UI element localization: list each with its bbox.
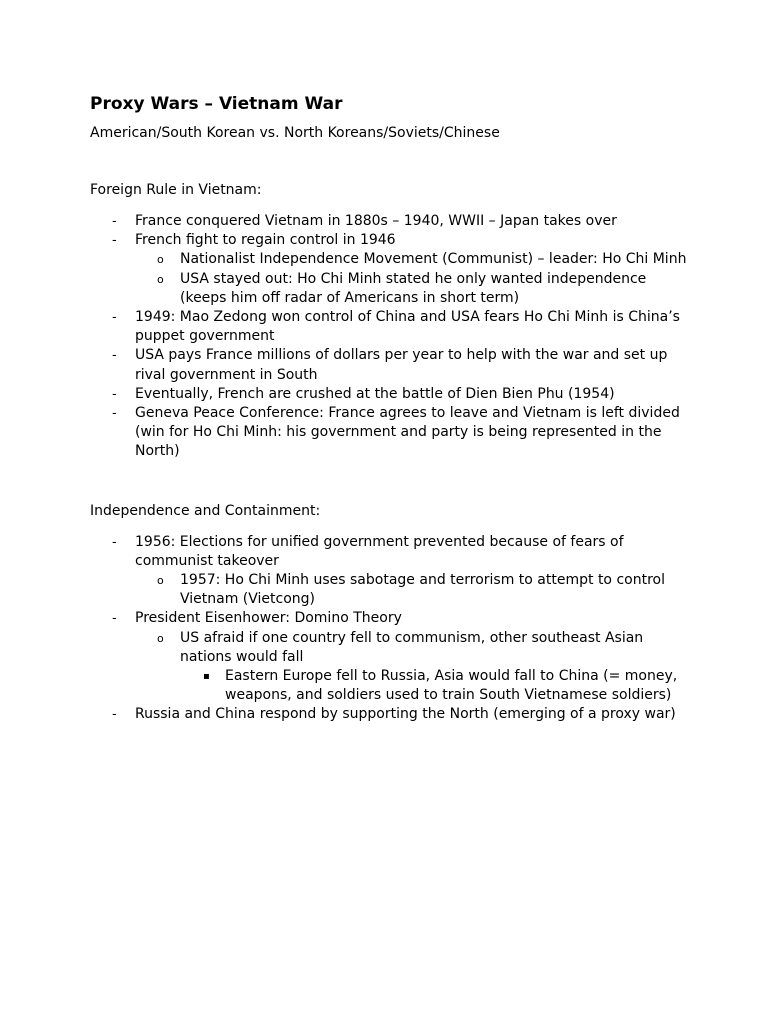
dash-bullet: - — [112, 233, 117, 249]
section-heading-foreign-rule: Foreign Rule in Vietnam: — [90, 182, 262, 198]
square-bullet: ▪ — [203, 671, 210, 683]
list-item-text: French fight to regain control in 1946 — [135, 232, 396, 249]
list-item — [90, 705, 690, 724]
sub-bullet-list — [135, 250, 690, 308]
dash-bullet: - — [112, 534, 117, 550]
list-item-text: Russia and China respond by supporting the North (emerging of a proxy war) — [135, 706, 676, 723]
document-subtitle: American/South Korean vs. North Koreans/Soviets/Chinese — [90, 125, 500, 141]
dash-bullet: - — [112, 310, 117, 326]
bullet-list — [90, 533, 690, 725]
list-item — [90, 231, 690, 308]
list-item-text: 1956: Elections for unified government prevented because of fears of communist takeover — [135, 533, 624, 569]
bullet-list — [90, 212, 690, 462]
list-item — [180, 667, 690, 705]
sub-sub-bullet-list — [180, 667, 690, 705]
list-item-text: USA pays France millions of dollars per year to help with the war and set up rival government in South — [135, 347, 668, 383]
list-item — [90, 533, 690, 610]
list-item-text: France conquered Vietnam in 1880s – 1940, WWII – Japan takes over — [135, 213, 617, 229]
list-item — [90, 385, 690, 404]
dash-bullet: - — [112, 406, 117, 422]
list-item — [135, 629, 690, 706]
dash-bullet: - — [112, 214, 117, 229]
list-item-text: Eastern Europe fell to Russia, Asia would fall to China (= money, weapons, and soldiers used to train South Vietnamese soldiers) — [225, 668, 678, 704]
list-item — [90, 308, 690, 346]
list-item-text: Geneva Peace Conference: France agrees to leave and Vietnam is left divided (win for Ho Chi Minh: his government and party is being represented in the North) — [135, 405, 680, 460]
circle-bullet: o — [157, 272, 164, 286]
document-page — [90, 92, 690, 725]
sub-bullet-list — [135, 571, 690, 609]
dash-bullet: - — [112, 348, 117, 364]
circle-bullet: o — [157, 574, 164, 588]
circle-bullet: o — [157, 253, 164, 267]
list-item — [135, 270, 690, 308]
list-item — [135, 250, 690, 269]
list-item — [90, 609, 690, 705]
dash-bullet: - — [112, 707, 117, 723]
list-item — [90, 404, 690, 462]
dash-bullet: - — [112, 611, 117, 627]
list-item-text: US afraid if one country fell to communism, other southeast Asian nations would fall — [180, 629, 644, 665]
document-title: Proxy Wars – Vietnam War — [90, 94, 343, 114]
list-item-text: 1957: Ho Chi Minh uses sabotage and terrorism to attempt to control Vietnam (Vietcong) — [180, 572, 665, 608]
list-item-text: Eventually, French are crushed at the battle of Dien Bien Phu (1954) — [135, 385, 615, 402]
list-item-text: 1949: Mao Zedong won control of China and USA fears Ho Chi Minh is China’s puppet government — [135, 309, 680, 345]
section-heading-independence: Independence and Containment: — [90, 502, 321, 519]
list-item — [135, 571, 690, 609]
list-item-text: USA stayed out: Ho Chi Minh stated he only wanted independence (keeps him off radar of Americans in short term) — [180, 270, 647, 306]
list-item — [90, 212, 690, 231]
sub-bullet-list — [135, 629, 690, 706]
list-item-text: Nationalist Independence Movement (Communist) – leader: Ho Chi Minh — [180, 251, 687, 268]
circle-bullet: o — [157, 631, 164, 645]
list-item-text: President Eisenhower: Domino Theory — [135, 610, 402, 627]
list-item — [90, 346, 690, 384]
dash-bullet: - — [112, 386, 117, 402]
